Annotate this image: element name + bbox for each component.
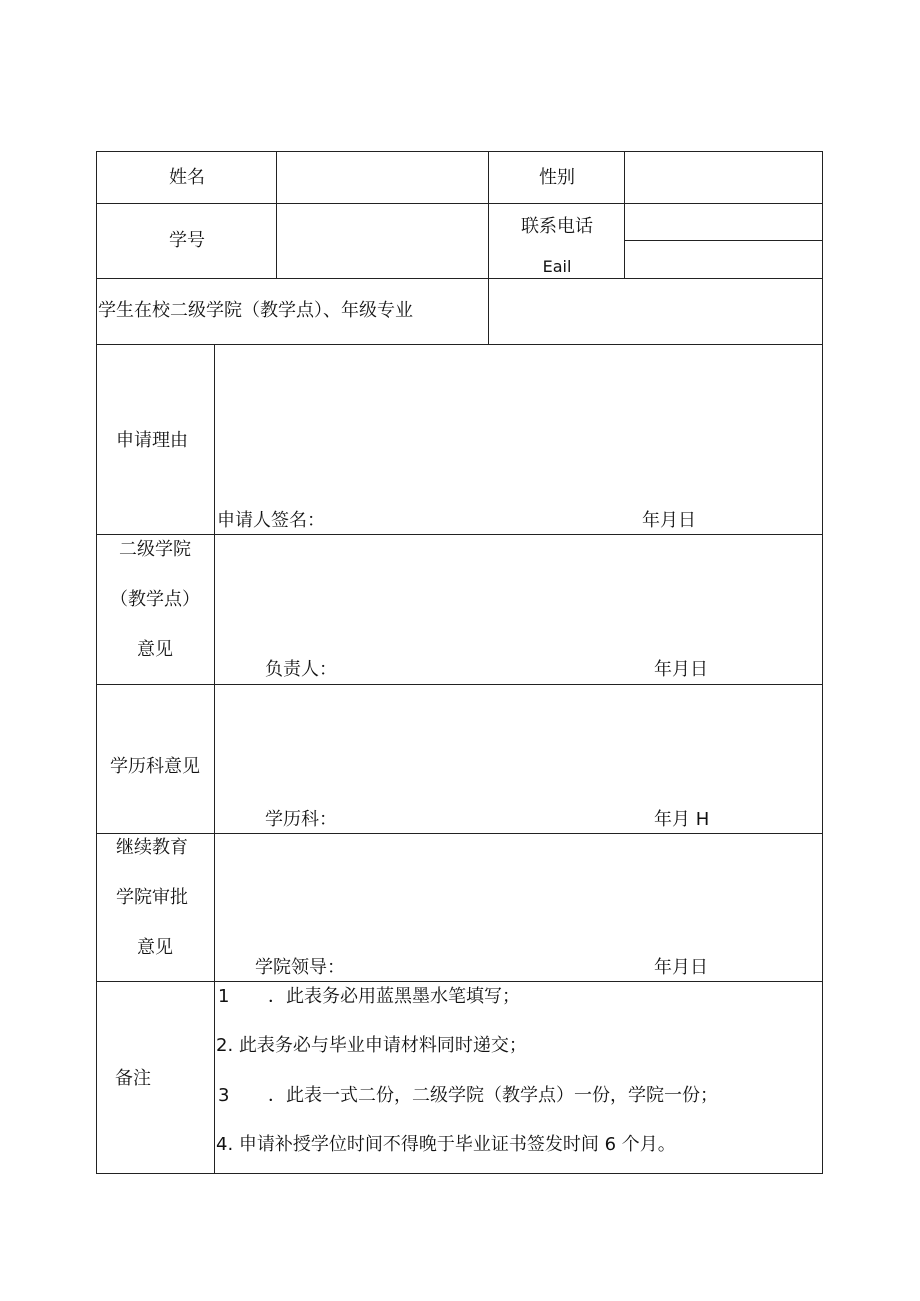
table-border-bottom: [96, 1173, 823, 1174]
row-divider: [96, 684, 823, 685]
gender-field[interactable]: [626, 153, 821, 202]
notes-label: 备注: [115, 1068, 151, 1089]
college-opinion-label-line2: （教学点）: [110, 589, 200, 610]
continuing-ed-leader-label: 学院领导：: [255, 957, 345, 978]
note-item-2: 2. 此表务必与毕业申请材料同时递交；: [216, 1035, 527, 1056]
college-major-field[interactable]: [490, 280, 821, 343]
continuing-ed-date-label: 年月日: [654, 957, 708, 978]
row-divider: [96, 278, 823, 279]
row-divider: [96, 981, 823, 982]
continuing-ed-label-line2: 学院审批: [116, 887, 188, 908]
student-id-field[interactable]: [278, 205, 487, 277]
applicant-date-label: 年月日: [642, 510, 696, 531]
table-border-top: [96, 151, 823, 152]
name-field[interactable]: [278, 153, 487, 202]
note-number: 3: [218, 1085, 230, 1106]
row-divider: [96, 203, 823, 204]
college-major-label: 学生在校二级学院（教学点）、年级专业: [98, 300, 413, 321]
column-divider: [276, 151, 277, 278]
reason-field[interactable]: [216, 346, 821, 506]
degree-office-signer-label: 学历科：: [265, 809, 337, 830]
row-divider: [624, 240, 823, 241]
email-field[interactable]: [626, 242, 821, 277]
table-border-left: [96, 151, 97, 1174]
college-date-label: 年月日: [654, 659, 708, 680]
college-opinion-field[interactable]: [216, 536, 821, 654]
student-id-label: 学号: [169, 230, 205, 251]
degree-office-date-label: 年月 H: [654, 809, 710, 830]
row-divider: [96, 344, 823, 345]
college-responsible-label: 负责人：: [265, 659, 337, 680]
note-item-3: ．此表一式二份，二级学院（教学点）一份，学院一份；: [268, 1085, 718, 1106]
gender-label: 性别: [539, 167, 575, 188]
phone-label: 联系电话: [521, 216, 593, 237]
continuing-ed-label-line3: 意见: [137, 937, 173, 958]
email-label: Eail: [542, 257, 572, 276]
college-opinion-label-line3: 意见: [137, 639, 173, 660]
applicant-signature-label: 申请人签名：: [217, 510, 325, 531]
name-label: 姓名: [169, 167, 205, 188]
note-item-1: ．此表务必用蓝黑墨水笔填写；: [268, 986, 520, 1007]
column-divider: [214, 344, 215, 1174]
continuing-ed-label-line1: 继续教育: [116, 837, 188, 858]
phone-field[interactable]: [626, 205, 821, 239]
reason-label: 申请理由: [116, 430, 188, 451]
degree-office-field[interactable]: [216, 686, 821, 804]
note-number: 1: [218, 986, 230, 1007]
table-border-right: [822, 151, 823, 1174]
continuing-ed-field[interactable]: [216, 835, 821, 953]
college-opinion-label-line1: 二级学院: [119, 539, 191, 560]
note-item-4: 4. 申请补授学位时间不得晚于毕业证书签发时间 6 个月。: [216, 1134, 676, 1155]
column-divider: [624, 151, 625, 278]
row-divider: [96, 833, 823, 834]
row-divider: [96, 534, 823, 535]
column-divider: [488, 151, 489, 344]
degree-office-label: 学历科意见: [110, 756, 200, 777]
